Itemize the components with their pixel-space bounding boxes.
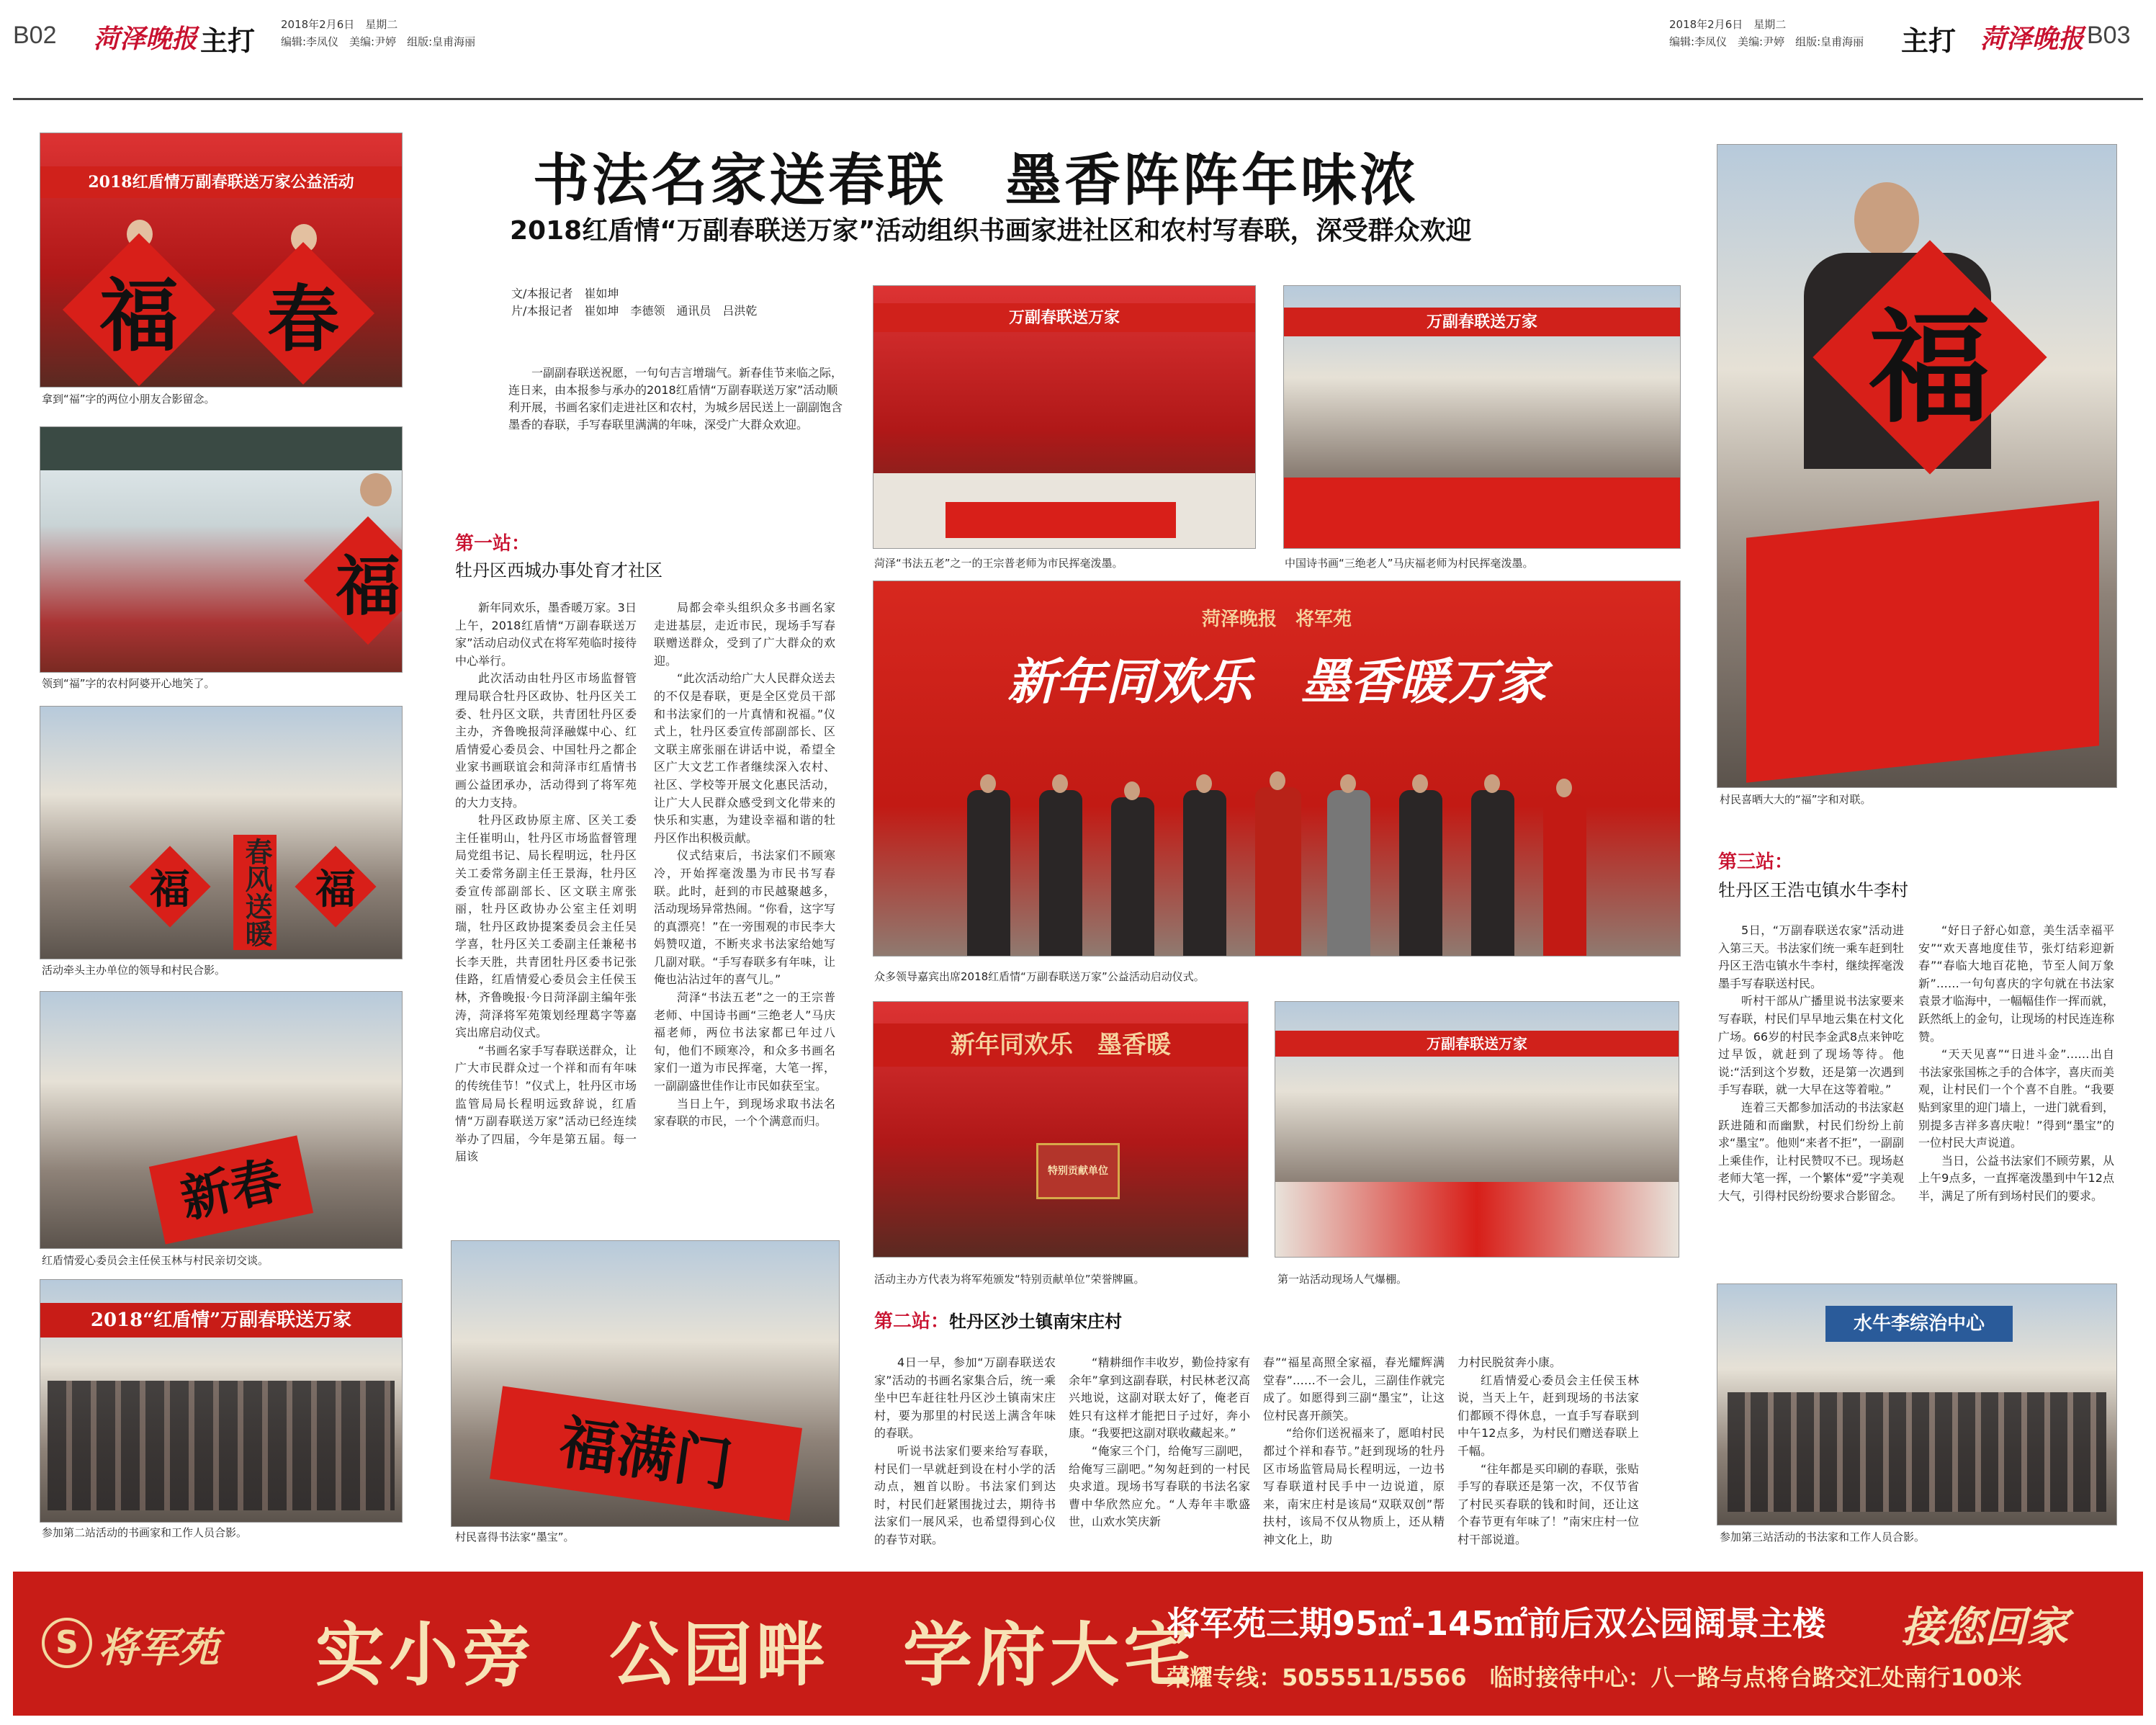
station1-name: 牡丹区西城办事处育才社区: [455, 560, 662, 581]
section-title-left: 主打: [200, 25, 256, 57]
paragraph: 听说书法家们要来给写春联，村民们一早就赶到设在村小学的活动点，翘首以盼。书法家们到达时，村民们赶紧围拢过去，期待书法家们一展风采，也希望得到心仪的春节对联。: [874, 1443, 1056, 1546]
calligraphy-paper: 福满门: [490, 1386, 802, 1520]
fu-character-paper: 福: [1813, 240, 2047, 474]
paragraph: 连着三天都参加活动的书法家赵跃进随和而幽默，村民们纷纷上前求“墨宝”。他则“来者不拒”，一副副上乘佳作，让村民赞叹不已。现场赵老师大笔一挥，一个繁体“爱”字美观大气，引得村民纷纷要求合影留念。: [1718, 1100, 1904, 1203]
photo-group-station-2: [40, 1279, 403, 1523]
guest: [1183, 790, 1226, 956]
photo-station1-crowd: [1275, 1001, 1679, 1258]
ceremony-slogan: 新年同欢乐 墨香暖万家: [1007, 653, 1546, 711]
paragraph: “往年都是买印刷的春联，张贴手写的春联还是第一次，不仅节省了村民买春联的钱和时间，还让这个春节更有年味了！”南宋庄村一位村干部说道。: [1457, 1461, 1639, 1546]
paragraph: “精耕细作丰收岁，勤俭持家有余年”拿到这副春联，村民林老汉高兴地说，这副对联太好了，俺老百姓只有这样才能把日子过好，奔小康。“我要把这副对联收藏起来。”: [1069, 1356, 1250, 1441]
villager-head-icon: [1854, 182, 1919, 257]
guest: [1111, 797, 1154, 956]
editors-left: 编辑:李凤仪 美编:尹婷 组版:皇甫海丽: [281, 35, 476, 48]
guest: [967, 790, 1010, 956]
photo-launch-ceremony: [873, 581, 1681, 956]
date-right: 2018年2月6日 星期二: [1669, 18, 1787, 31]
writing-tables: [1275, 1182, 1679, 1257]
caption-photo-5: 参加第二站活动的书画家和工作人员合影。: [42, 1526, 248, 1539]
photo-banner: 万副春联送万家: [1275, 1031, 1679, 1057]
building-sign: 水牛李综治中心: [1825, 1306, 2013, 1342]
newspaper-logo-left: 菏泽晚报: [94, 24, 198, 54]
caption-photo-2: 领到“福”字的农村阿婆开心地笑了。: [42, 677, 215, 690]
paragraph: 此次活动由牡丹区市场监督管理局联合牡丹区政协、牡丹区关工委、牡丹区文联，共青团牡丹区委主办，齐鲁晚报菏泽融媒中心、红盾情爱心委员会、中国牡丹之都企业家书画联谊会和菏泽市红盾情书画公益团承办，活动得到了将军苑的大力支持。: [455, 671, 637, 810]
couplet-scroll: 春风送暖: [233, 835, 277, 950]
caption-photo-11: 第一站活动现场人气爆棚。: [1277, 1273, 1408, 1286]
section-title-right: 主打: [1901, 25, 1957, 57]
photo-banner: 万副春联送万家: [873, 303, 1255, 332]
fu-character-paper: 福: [129, 846, 210, 927]
byline-photo: 片/本报记者 崔如坤 李德领 通讯员 吕洪乾: [511, 304, 758, 318]
photo-villager-moabao: [451, 1240, 840, 1527]
photo-villager-big-fu: [1717, 144, 2117, 788]
advertisement-banner[interactable]: [13, 1572, 2143, 1716]
station2-label: 第二站：: [874, 1311, 950, 1332]
fu-character-paper: 福: [63, 233, 215, 386]
date-left: 2018年2月6日 星期二: [281, 18, 398, 31]
ad-headline: 将军苑三期95㎡-145㎡前后双公园阔景主楼: [1167, 1604, 1826, 1643]
station2-column-3: [1263, 1354, 1445, 1556]
station2-name: 牡丹区沙土镇南宋庄村: [949, 1312, 1123, 1332]
photo-wang-zongpu-writing: [873, 285, 1256, 549]
ad-brand-name: 将军苑: [98, 1624, 219, 1672]
station3-name: 牡丹区王浩屯镇水牛李村: [1718, 880, 1908, 900]
guest-head-icon: [1270, 771, 1285, 790]
caption-photo-12: 村民喜晒大大的“福”字和对联。: [1720, 793, 1872, 806]
host-head-icon: [1556, 779, 1572, 797]
caption-photo-1: 拿到“福”字的两位小朋友合影留念。: [42, 393, 215, 406]
station1-label: 第一站：: [455, 533, 531, 555]
paragraph: 当日上午，到现场求取书法名家春联的市民，一个个满意而归。: [654, 1096, 835, 1129]
paragraph: 听村干部从广播里说书法家要来写春联，村民们早早地云集在村文化广场。66岁的村民李金武8点来钟吃过早饭，就赶到了现场等待。他说:“活到这个岁数，还是第一次遇到手写春联，就一大早在这等着啦。”: [1718, 994, 1904, 1097]
paragraph: 菏泽“书法五老”之一的王宗普老师、中国诗书画“三绝老人”马庆福老师，两位书法家都已年过八旬，他们不顾寒冷，和众多书画名家们一道为市民挥毫，大笔一挥，一副副盛世佳作让市民如获至宝。: [654, 990, 835, 1093]
photo-group-station-3: [1717, 1283, 2117, 1525]
ad-contact-line: 荣耀专线：5055511/5566 临时接待中心：八一路与点将台路交汇处南行100米: [1167, 1664, 2022, 1691]
article-subtitle: 2018红盾情“万副春联送万家”活动组织书画家进社区和农村写春联，深受群众欢迎: [510, 216, 1472, 246]
header-rule: [13, 98, 2143, 100]
newspaper-logo-right: 菏泽晚报: [1980, 24, 2085, 54]
paragraph: 牡丹区政协原主席、区关工委主任崔明山，牡丹区市场监督管理局党组书记、局长程明远，牡丹区关工委常务副主任王景海，牡丹区委宣传部副部长、区文联主席张丽，牡丹区政协办公室主任刘明瑞，牡丹区政协提案委员会主任吴学喜，牡丹区关工委副主任兼秘书长李天胜，共青团牡丹区委书记张佳路，红盾情爱心委员会主任侯玉林，齐鲁晚报·今日菏泽副主编年张涛，菏泽将军苑策划经理葛字等嘉宾出席启动仪式。: [455, 813, 637, 1040]
paragraph: “此次活动给广大人民群众送去的不仅是春联，更是全区党员干部和书法家们的一片真情和祝福。”仪式上，牡丹区委宣传部副部长、区文联主席张丽在讲话中说，希望全区广大文艺工作者继续深入农村、社区、学校等开展文化惠民活动，让广大人民群众感受到文化带来的快乐和实惠，为建设幸福和谐的牡丹区作出积极贡献。: [654, 671, 835, 845]
fu-character-paper: 福: [295, 846, 376, 927]
photo-banner: 新年同欢乐 墨香暖: [873, 1023, 1248, 1067]
paragraph: “俺家三个门，给俺写三副吧，给俺写三副吧。”匆匆赶到的一村民央求道。现场书写春联的书法名家曹中华欣然应允。“人寿年丰歌盛世，山欢水笑庆新: [1069, 1443, 1250, 1529]
page-number-left: B02: [13, 22, 57, 49]
station3-label: 第三站：: [1718, 851, 1794, 873]
caption-photo-8: 中国诗书画“三绝老人”马庆福老师为村民挥毫泼墨。: [1285, 557, 1534, 570]
group-of-people: [48, 1381, 395, 1510]
caption-photo-4: 红盾情爱心委员会主任侯玉林与村民亲切交谈。: [42, 1254, 269, 1267]
ad-welcome: 接您回家: [1901, 1603, 2069, 1652]
ad-slogan: 实小旁 公园畔 学府大宅: [315, 1614, 1197, 1695]
guest-head-icon: [1124, 781, 1140, 800]
guest-head-icon: [1052, 774, 1068, 793]
photo-banner: 2018红盾情万副春联送万家公益活动: [40, 166, 402, 198]
grandma-head-icon: [360, 473, 392, 506]
red-paper: [946, 502, 1176, 538]
guest: [1471, 790, 1514, 956]
row-of-guests: [953, 761, 1601, 956]
photo-leaders-villagers: [40, 706, 403, 959]
honor-plaque: 特别贡献单位: [1036, 1143, 1120, 1199]
group-of-people: [1728, 1392, 2106, 1512]
caption-photo-13: 参加第三站活动的书法家和工作人员合影。: [1720, 1531, 1926, 1543]
guest-head-icon: [1484, 774, 1500, 793]
photo-ma-qingfu-writing: [1283, 285, 1681, 549]
sponsor-logos: 菏泽晚报 将军苑: [1201, 609, 1352, 630]
chun-character-paper: 春: [232, 242, 374, 385]
article-title: 书法名家送春联 墨香阵阵年味浓: [533, 148, 1419, 213]
photo-grandma-fu: [40, 426, 403, 673]
caption-photo-9: 众多领导嘉宾出席2018红盾情“万副春联送万家”公益活动启动仪式。: [874, 970, 1205, 983]
paragraph: 仪式结束后，书法家们不顾寒冷，开始挥毫泼墨为市民书写春联。此时，赶到的市民越聚越多，活动现场异常热闹。“你看，这字写的真漂亮！”在一旁围观的市民李大妈赞叹道，不断夹求书法家给她写几副对联。“手写春联多有年味，让俺也沾沾过年的喜气儿。”: [654, 848, 835, 987]
paragraph: “天天见喜”“日进斗金”……出自书法家张国栋之手的合体字，喜庆而美观，让村民们一个个喜不自胜。“我要贴到家里的迎门墙上，一进门就看到，别提多吉祥多喜庆啦！”得到“墨宝”的一位村民大声说道。: [1918, 1047, 2114, 1150]
photo-kids-fu: [40, 133, 403, 387]
photo-banner: 万副春联送万家: [1284, 308, 1680, 336]
photo-banner: 2018“红盾情”万副春联送万家: [40, 1303, 402, 1338]
paragraph: 红盾情爱心委员会主任侯玉林说，当天上午，赶到现场的书法家们都顾不得休息，一直手写春联到中午12点多，为村民们赠送春联上千幅。: [1457, 1373, 1639, 1458]
blackboard: [40, 427, 402, 470]
paragraph: 5日，“万副春联送农家”活动进入第三天。书法家们统一乘车赶到牡丹区王浩屯镇水牛李村，继续挥毫泼墨手写春联送村民。: [1718, 923, 1904, 990]
guest: [1255, 787, 1301, 956]
paragraph: 局都会牵头组织众多书画名家走进基层，走近市民，现场手写春联赠送群众，受到了广大群众的欢迎。: [654, 601, 835, 668]
paragraph: 当日，公益书法家们不顾劳累，从上午9点多，一直挥毫泼墨到中午12点半，满足了所有到场村民们的要求。: [1918, 1153, 2114, 1203]
photo-plaque-award: [873, 1001, 1249, 1258]
guest: [1399, 790, 1442, 956]
article-lead: 一副副春联送祝愿，一句句吉言增瑞气。新春佳节来临之际，连日来，由本报参与承办的2018红盾情“万副春联送万家”活动顺利开展，书画名家们走进社区和农村，为城乡居民送上一副副饱含墨香的春联，手写春联里满满的年味，深受广大群众欢迎。: [508, 366, 843, 431]
station2-heading: [874, 1307, 1122, 1333]
caption-photo-10: 活动主办方代表为将军苑颁发“特别贡献单位”荣誉牌匾。: [874, 1273, 1145, 1286]
station2-column-1: [874, 1354, 1056, 1556]
guest-head-icon: [1196, 774, 1212, 793]
fu-character-paper: 福: [304, 516, 403, 645]
red-paper: [1284, 478, 1680, 548]
editors-right: 编辑:李凤仪 美编:尹婷 组版:皇甫海丽: [1669, 35, 1864, 48]
page-number-right: B03: [2087, 22, 2131, 49]
caption-photo-7: 菏泽“书法五老”之一的王宗普老师为市民挥毫泼墨。: [874, 557, 1123, 570]
guest-head-icon: [1340, 774, 1356, 793]
caption-photo-6: 村民喜得书法家“墨宝”。: [455, 1531, 575, 1543]
station2-column-2: [1069, 1354, 1250, 1556]
guest-head-icon: [980, 774, 996, 793]
paragraph: 新年同欢乐，墨香暖万家。3日上午，2018红盾情“万副春联送万家”活动启动仪式在将军苑临时接待中心举行。: [455, 601, 637, 668]
station3-column-2: [1918, 922, 2114, 1276]
paragraph: 力村民脱贫奔小康。: [1457, 1356, 1562, 1369]
guest: [1039, 790, 1082, 956]
host: [1543, 794, 1586, 956]
photo-hou-yulin-talk: [40, 991, 403, 1249]
couplet-paper: 新春: [149, 1135, 313, 1244]
station3-column-1: [1718, 922, 1904, 1276]
caption-photo-3: 活动牵头主办单位的领导和村民合影。: [42, 964, 226, 977]
station1-column-2: [654, 599, 835, 1226]
paragraph: 春”“福星高照全家福，春光耀辉满堂春”……不一会儿，三副佳作就完成了。如愿得到三副“墨宝”，让这位村民喜开颜笑。: [1263, 1356, 1445, 1422]
paragraph: 4日一早，参加“万副春联送农家”活动的书画名家集合后，统一乘坐中巴车赶往牡丹区沙土镇南宋庄村，要为那里的村民送上满含年味的春联。: [874, 1356, 1056, 1441]
station1-column-1: [455, 599, 637, 1183]
couplets-on-ground: [1746, 501, 2099, 783]
guest-head-icon: [1412, 774, 1428, 793]
paragraph: “书画名家手写春联送群众，让广大市民群众过一个祥和而有年味的传统佳节！”仪式上，牡丹区市场监管局局长程明远致辞说，红盾情“万副春联送万家”活动已经连续举办了四届，今年是第五届。每一届该: [455, 1043, 637, 1164]
guest: [1327, 790, 1370, 956]
paragraph: “好日子舒心如意，美生活幸福平安”“欢天喜地度佳节，张灯结彩迎新春”“春临大地百花艳，节至人间万象新”……一句句喜庆的字句就在书法家袁景才临海中，一幅幅佳作一挥而就，跃然纸上的金句，让现场的村民连连称赞。: [1918, 923, 2114, 1044]
station2-column-4: [1457, 1354, 1639, 1556]
brand-logo-icon: S: [42, 1618, 92, 1668]
paragraph: “给你们送祝福来了，愿咱村民都过个祥和春节。”赶到现场的牡丹区市场监管局局长程明远，一边书写春联道村民手中一边说道，原来，南宋庄村是该局“双联双创”帮扶村，该局不仅从物质上，还从精神文化上，助: [1263, 1426, 1445, 1546]
byline-text: 文/本报记者 崔如坤: [511, 287, 619, 300]
